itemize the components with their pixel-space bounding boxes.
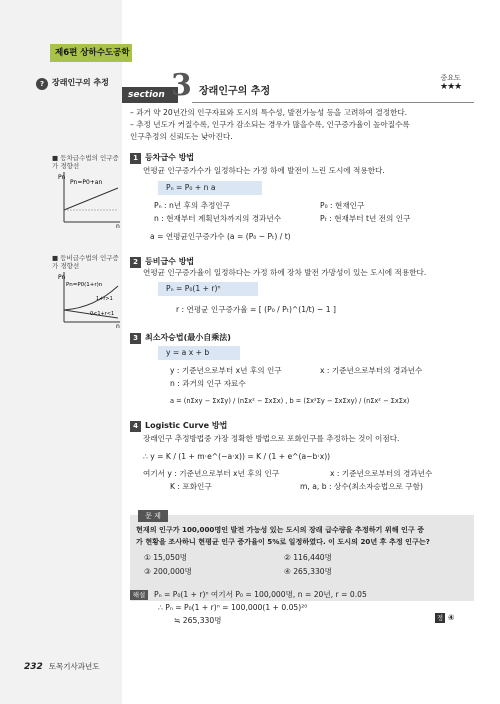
method1-formula: Pₙ = P₀ + n a <box>158 181 262 195</box>
section-bar: section <box>122 87 178 103</box>
arithmetic-graph <box>60 172 122 228</box>
graph2-formula: Pn=P0(1+r)n <box>66 282 103 288</box>
section-number: 3 <box>171 68 192 103</box>
answer-line: ≒ 265,330명 <box>174 616 222 625</box>
method4-number: 4 <box>130 421 141 432</box>
graph1-formula: Pn=P0+an <box>70 179 103 186</box>
answer-choice: ④ <box>448 613 455 622</box>
graph1-label: ■ 등차급수법의 인구증가 경향선 <box>52 154 119 170</box>
method4-var: x : 기준년으로부터의 경과년수 <box>330 469 433 478</box>
method4-var: K : 포화인구 <box>170 482 212 491</box>
topic-text: 장래인구의 추정 <box>52 78 109 87</box>
method4-heading <box>130 420 227 432</box>
book-title: 토목기사과년도 <box>48 662 100 671</box>
method3-number: 3 <box>130 333 141 344</box>
problem-tag: 문 제 <box>138 510 168 522</box>
method1-title: 등차급수 방법 <box>145 153 195 162</box>
method1-number: 1 <box>130 153 141 164</box>
problem-text: 가 현황을 조사하니 현평균 인구 증가율이 5%로 일정하였다. 이 도시의 20년 후 추정 인구는? <box>136 537 430 546</box>
intro-line: 인구추정의 신뢰도는 낮아진다. <box>130 132 233 141</box>
graph2-y-axis: Pn <box>58 274 66 281</box>
method4-var: 여기서 y : 기준년으로부터 x년 후의 인구 <box>143 469 280 478</box>
graph1-y-axis: Pn <box>58 174 66 181</box>
method1-rate: a = 연평균인구증가수 (a = (P₀ − Pₜ) / t) <box>150 232 291 241</box>
method2-number: 2 <box>130 257 141 268</box>
graph2-x-axis: n <box>116 323 120 330</box>
problem-text: 현재의 인구가 100,000명인 발전 가능성 있는 도시의 장래 급수량을 추정하기 위해 인구 증 <box>136 525 425 534</box>
sidebar <box>0 0 122 704</box>
method4-formula: ∴ y = K / (1 + m·e^(−a·x)) = K / (1 + e^(a−b·x)) <box>143 452 331 461</box>
method2-desc: 연평균 인구증가율이 일정하다는 가정 하에 장차 발전 가망성이 있는 도시에 적용한다. <box>143 268 427 277</box>
method2-formula: Pₙ = P₀(1 + r)ⁿ <box>158 282 258 296</box>
graph2-label: ■ 등비급수법의 인구증가 경향선 <box>52 254 119 270</box>
section-rule <box>192 102 474 103</box>
importance-rating <box>440 74 461 92</box>
answer-tag: 해설 <box>130 590 148 600</box>
method3-title: 최소자승법(最小自乘法) <box>145 333 231 342</box>
answer-mark-icon: 정 <box>436 614 444 622</box>
method3-coefficients: a = (nΣxy − ΣxΣy) / (nΣx² − ΣxΣx) , b = (Σx²Σy − ΣxΣxy) / (nΣx² − ΣxΣx) <box>170 397 410 405</box>
method4-title: Logistic Curve 방법 <box>145 421 228 430</box>
choice-2[interactable]: ② 116,440명 <box>284 553 332 562</box>
choice-3[interactable]: ③ 200,000명 <box>144 567 192 576</box>
intro-line: – 과거 약 20년간의 인구자료와 도시의 특수성, 발전가능성 등을 고려하여 결정한다. <box>130 108 408 117</box>
part-tab: 제6편 상하수도공학 <box>50 44 132 62</box>
intro-line: – 추정 년도가 커질수록, 인구가 감소되는 경우가 많을수록, 인구증가율이 높아질수록 <box>130 120 410 129</box>
method4-desc: 장래인구 추정방법중 가장 정확한 방법으로 포화인구를 추정하는 것이 이점다. <box>143 434 400 443</box>
method1-var: n : 현재부터 계획년차까지의 경과년수 <box>154 214 282 223</box>
topic-label <box>39 78 120 88</box>
graph2-curve1: 1+r>1 <box>96 296 113 302</box>
graph1-x-axis: n <box>116 223 120 230</box>
method3-var: x : 기준년으로부터의 경과년수 <box>320 366 423 375</box>
method2-title: 등비급수 방법 <box>145 257 195 266</box>
method1-var: Pₙ : n년 후의 추정인구 <box>154 201 230 210</box>
method3-var: n : 과거의 인구 자료수 <box>170 379 246 388</box>
footer <box>24 661 100 672</box>
graph2-curve2: 0<1+r<1 <box>90 311 115 317</box>
page-number: 232 <box>24 662 43 672</box>
method3-formula: y = a x + b <box>158 346 240 360</box>
problem-box <box>130 512 474 601</box>
method1-heading <box>130 152 194 164</box>
answer-line: ∴ Pₙ = P₀(1 + r)ⁿ = 100,000(1 + 0.05)²⁰ <box>158 603 308 612</box>
method2-heading <box>130 256 194 268</box>
answer-line: Pₙ = P₀(1 + r)ⁿ 여기서 P₀ = 100,000명, n = 20년, r = 0.05 <box>154 590 367 599</box>
method1-var: P₀ : 현재인구 <box>320 201 365 210</box>
method4-var: m, a, b : 상수(최소자승법으로 구함) <box>300 482 423 491</box>
method1-desc: 연평균 인구증가수가 일정하다는 가정 하에 발전이 느린 도시에 적용한다. <box>143 166 385 175</box>
answer-mark <box>435 613 454 623</box>
method1-var: Pₜ : 현재부터 t년 전의 인구 <box>320 214 411 223</box>
method2-rate: r : 연평균 인구증가율 = [ (P₀ / Pₜ)^(1/t) − 1 ] <box>176 305 336 314</box>
question-icon: ? <box>36 78 48 90</box>
method3-var: y : 기준년으로부터 x년 후의 인구 <box>170 366 282 375</box>
method3-heading <box>130 332 231 344</box>
choice-4[interactable]: ④ 265,330명 <box>284 567 332 576</box>
importance-stars: ★★★ <box>440 82 462 92</box>
importance-label: 중요도 <box>440 74 461 82</box>
geometric-graph <box>60 272 122 328</box>
choice-1[interactable]: ① 15,050명 <box>144 553 188 562</box>
section-title: 장래인구의 추정 <box>199 86 271 97</box>
